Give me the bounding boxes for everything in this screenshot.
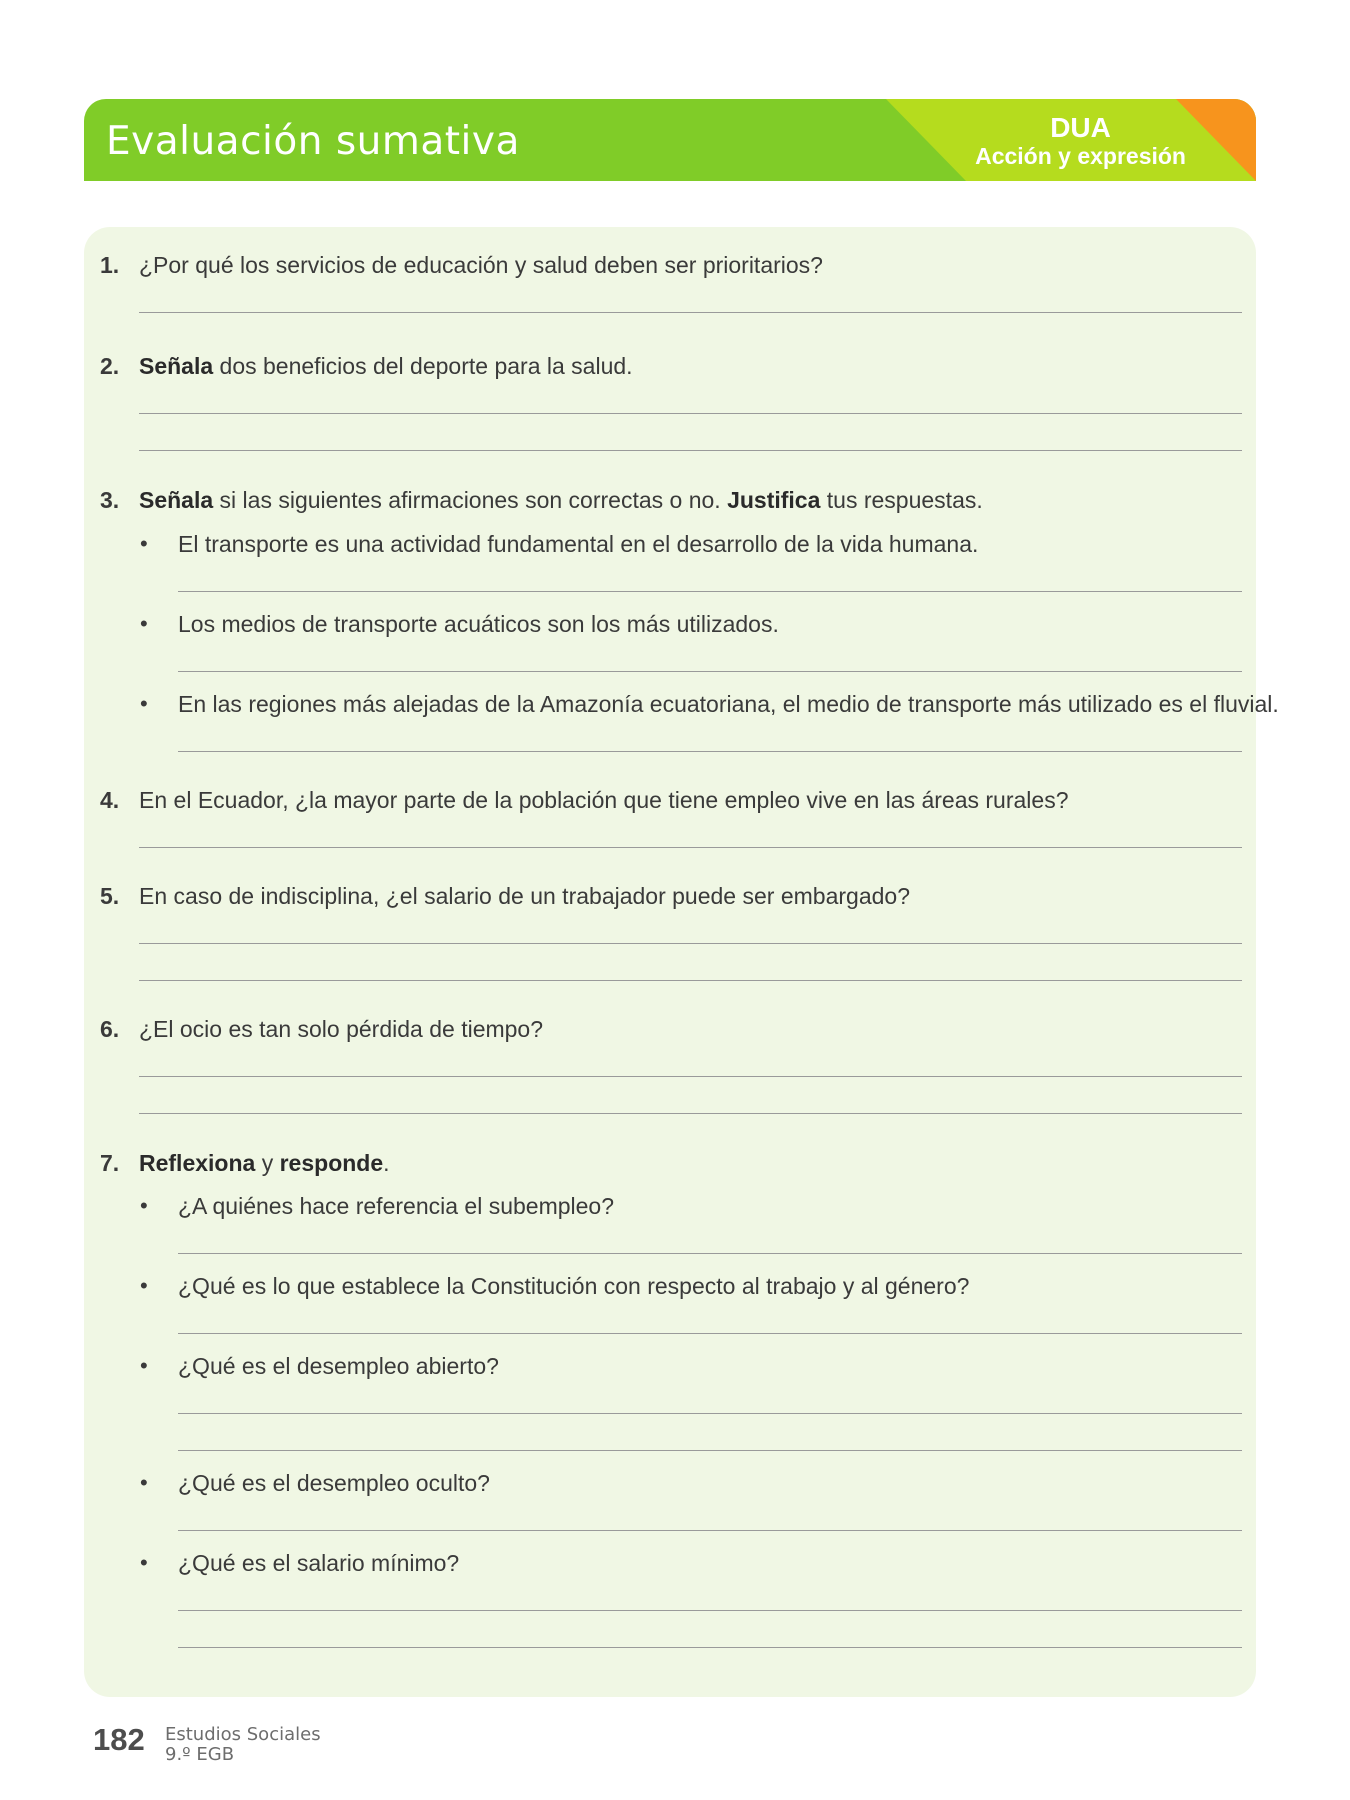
item-text: ¿Qué es lo que establece la Constitución con respecto al trabajo y al género? [178, 1273, 970, 1299]
item-text: ¿Qué es el desempleo oculto? [178, 1470, 490, 1496]
answer-line[interactable] [178, 1450, 1242, 1451]
bullet: • [140, 691, 148, 716]
item-text: ¿Qué es el salario mínimo? [178, 1550, 460, 1576]
question-text [139, 1150, 390, 1177]
bullet: • [140, 611, 148, 636]
answer-line[interactable] [139, 1076, 1242, 1077]
footer-grade: 9.º EGB [165, 1744, 235, 1765]
item-text: Los medios de transporte acuáticos son los más utilizados. [178, 611, 779, 637]
question-number: 5. [100, 883, 120, 909]
question-text: ¿Por qué los servicios de educación y salud deben ser prioritarios? [139, 252, 823, 278]
dua-tag-title: DUA [1050, 112, 1111, 143]
question-text: En caso de indisciplina, ¿el salario de un trabajador puede ser embargado? [139, 883, 910, 909]
bullet: • [140, 1273, 148, 1298]
question-verb-2: Justifica [727, 487, 821, 513]
answer-line[interactable] [178, 751, 1242, 752]
bullet: • [140, 1193, 148, 1218]
page-number: 182 [93, 1722, 145, 1757]
question-rest: si las siguientes afirmaciones son correctas o no. [213, 487, 728, 513]
question-verb-2: responde [279, 1150, 384, 1176]
item-text: ¿Qué es el desempleo abierto? [178, 1353, 499, 1379]
answer-line[interactable] [178, 1610, 1242, 1611]
answer-line[interactable] [139, 980, 1242, 981]
item-text: El transporte es una actividad fundamental en el desarrollo de la vida humana. [178, 531, 979, 557]
answer-line[interactable] [178, 1253, 1242, 1254]
section-title: Evaluación sumativa [106, 119, 520, 164]
item-text: En las regiones más alejadas de la Amazonía ecuatoriana, el medio de transporte más utilizado es el fluvial. [178, 691, 1279, 717]
bullet: • [140, 531, 148, 556]
section-header [84, 99, 1256, 181]
question-number: 6. [100, 1016, 120, 1042]
footer-subject: Estudios Sociales [165, 1724, 321, 1745]
answer-line[interactable] [178, 591, 1242, 592]
dua-tag-subtitle: Acción y expresión [975, 143, 1186, 169]
bullet: • [140, 1470, 148, 1495]
question-text: En el Ecuador, ¿la mayor parte de la población que tiene empleo vive en las áreas rurales? [139, 787, 1069, 813]
question-rest: dos beneficios del deporte para la salud. [213, 353, 633, 379]
answer-line[interactable] [178, 671, 1242, 672]
footer-info [165, 1725, 321, 1765]
question-number: 2. [100, 353, 120, 379]
answer-line[interactable] [178, 1647, 1242, 1648]
answer-line[interactable] [139, 413, 1242, 414]
question-rest-2: tus respuestas. [820, 487, 983, 513]
question-text [139, 353, 633, 380]
dua-tag [886, 99, 1256, 181]
item-text: ¿A quiénes hace referencia el subempleo? [178, 1193, 615, 1219]
question-verb: Señala [139, 353, 214, 379]
answer-line[interactable] [139, 1113, 1242, 1114]
question-verb: Señala [139, 487, 214, 513]
answer-line[interactable] [139, 847, 1242, 848]
question-text: ¿El ocio es tan solo pérdida de tiempo? [139, 1016, 544, 1042]
answer-line[interactable] [178, 1530, 1242, 1531]
question-rest-2: . [383, 1150, 390, 1176]
question-verb: Reflexiona [139, 1150, 256, 1176]
answer-line[interactable] [139, 450, 1242, 451]
answer-line[interactable] [178, 1333, 1242, 1334]
answer-line[interactable] [178, 1413, 1242, 1414]
bullet: • [140, 1353, 148, 1378]
question-number: 7. [100, 1150, 120, 1176]
question-number: 4. [100, 787, 120, 813]
questions-panel [84, 227, 1279, 1697]
answer-line[interactable] [139, 312, 1242, 313]
question-rest: y [255, 1150, 280, 1176]
question-number: 3. [100, 487, 120, 513]
question-number: 1. [100, 252, 120, 278]
answer-line[interactable] [139, 943, 1242, 944]
question-text [139, 487, 983, 514]
dua-tag-text [975, 113, 1186, 169]
bullet: • [140, 1550, 148, 1575]
